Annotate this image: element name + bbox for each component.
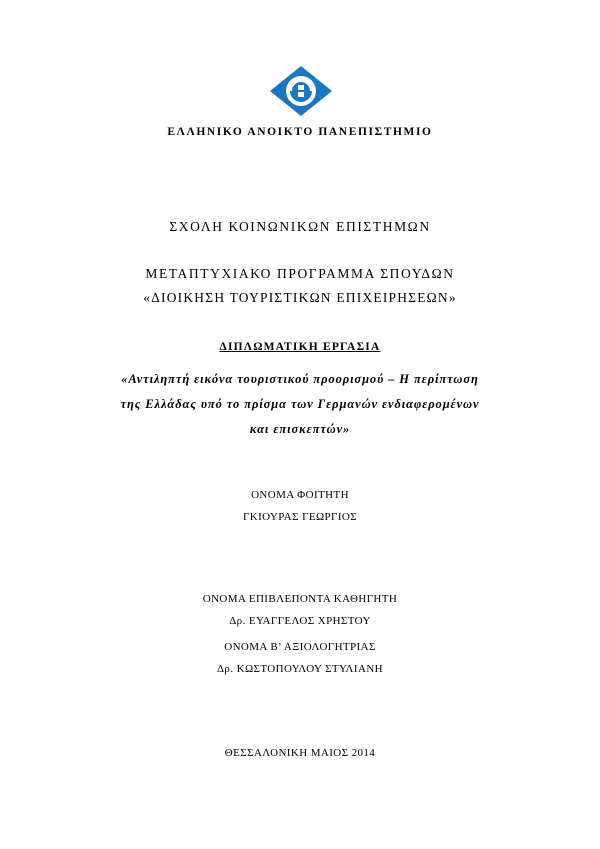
- second-examiner-name: Δρ. ΚΩΣΤΟΠΟΥΛΟΥ ΣΤΥΛΙΑΝΗ: [216, 663, 384, 675]
- student-name: ΓΚΙΟΥΡΑΣ ΓΕΩΡΓΙΟΣ: [242, 511, 358, 523]
- supervisor-name: Δρ. ΕΥΑΓΓΕΛΟΣ ΧΡΗΣΤΟΥ: [229, 615, 371, 627]
- school-name: ΣΧΟΛΗ ΚΟΙΝΩΝΙΚΩΝ ΕΠΙΣΤΗΜΩΝ: [169, 219, 431, 234]
- program-title: ΜΕΤΑΠΤΥΧΙΑΚΟ ΠΡΟΓΡΑΜΜΑ ΣΠΟΥΔΩΝ: [145, 266, 455, 281]
- student-label: ΟΝΟΜΑ ΦΟΙΤΗΤΗ: [251, 489, 349, 501]
- supervisor-label: ΟΝΟΜΑ ΕΠΙΒΛΕΠΟΝΤΑ ΚΑΘΗΓΗΤΗ: [202, 593, 398, 605]
- thesis-title-line: της Ελλάδας υπό το πρίσμα των Γερμανών ενδιαφερομένων: [120, 397, 480, 411]
- second-examiner-label: ΟΝΟΜΑ Β’ ΑΞΙΟΛΟΓΗΤΡΙΑΣ: [224, 641, 376, 653]
- thesis-title-line: και επισκεπτών»: [249, 422, 351, 436]
- program-name: «ΔΙΟΙΚΗΣΗ ΤΟΥΡΙΣΤΙΚΩΝ ΕΠΙΧΕΙΡΗΣΕΩΝ»: [143, 290, 457, 305]
- thesis-title-line: «Αντιληπτή εικόνα τουριστικού προορισμού – Η περίπτωση: [121, 372, 479, 386]
- institution-name: ΕΛΛΗΝΙΚΟ ΑΝΟΙΚΤΟ ΠΑΝΕΠΙΣΤΗΜΙΟ: [167, 126, 433, 138]
- university-logo: [270, 66, 332, 116]
- place-and-date: ΘΕΣΣΑΛΟΝΙΚΗ ΜΑΙΟΣ 2014: [224, 747, 376, 759]
- thesis-type-heading: ΔΙΠΛΩΜΑΤΙΚΗ ΕΡΓΑΣΙΑ: [219, 341, 381, 353]
